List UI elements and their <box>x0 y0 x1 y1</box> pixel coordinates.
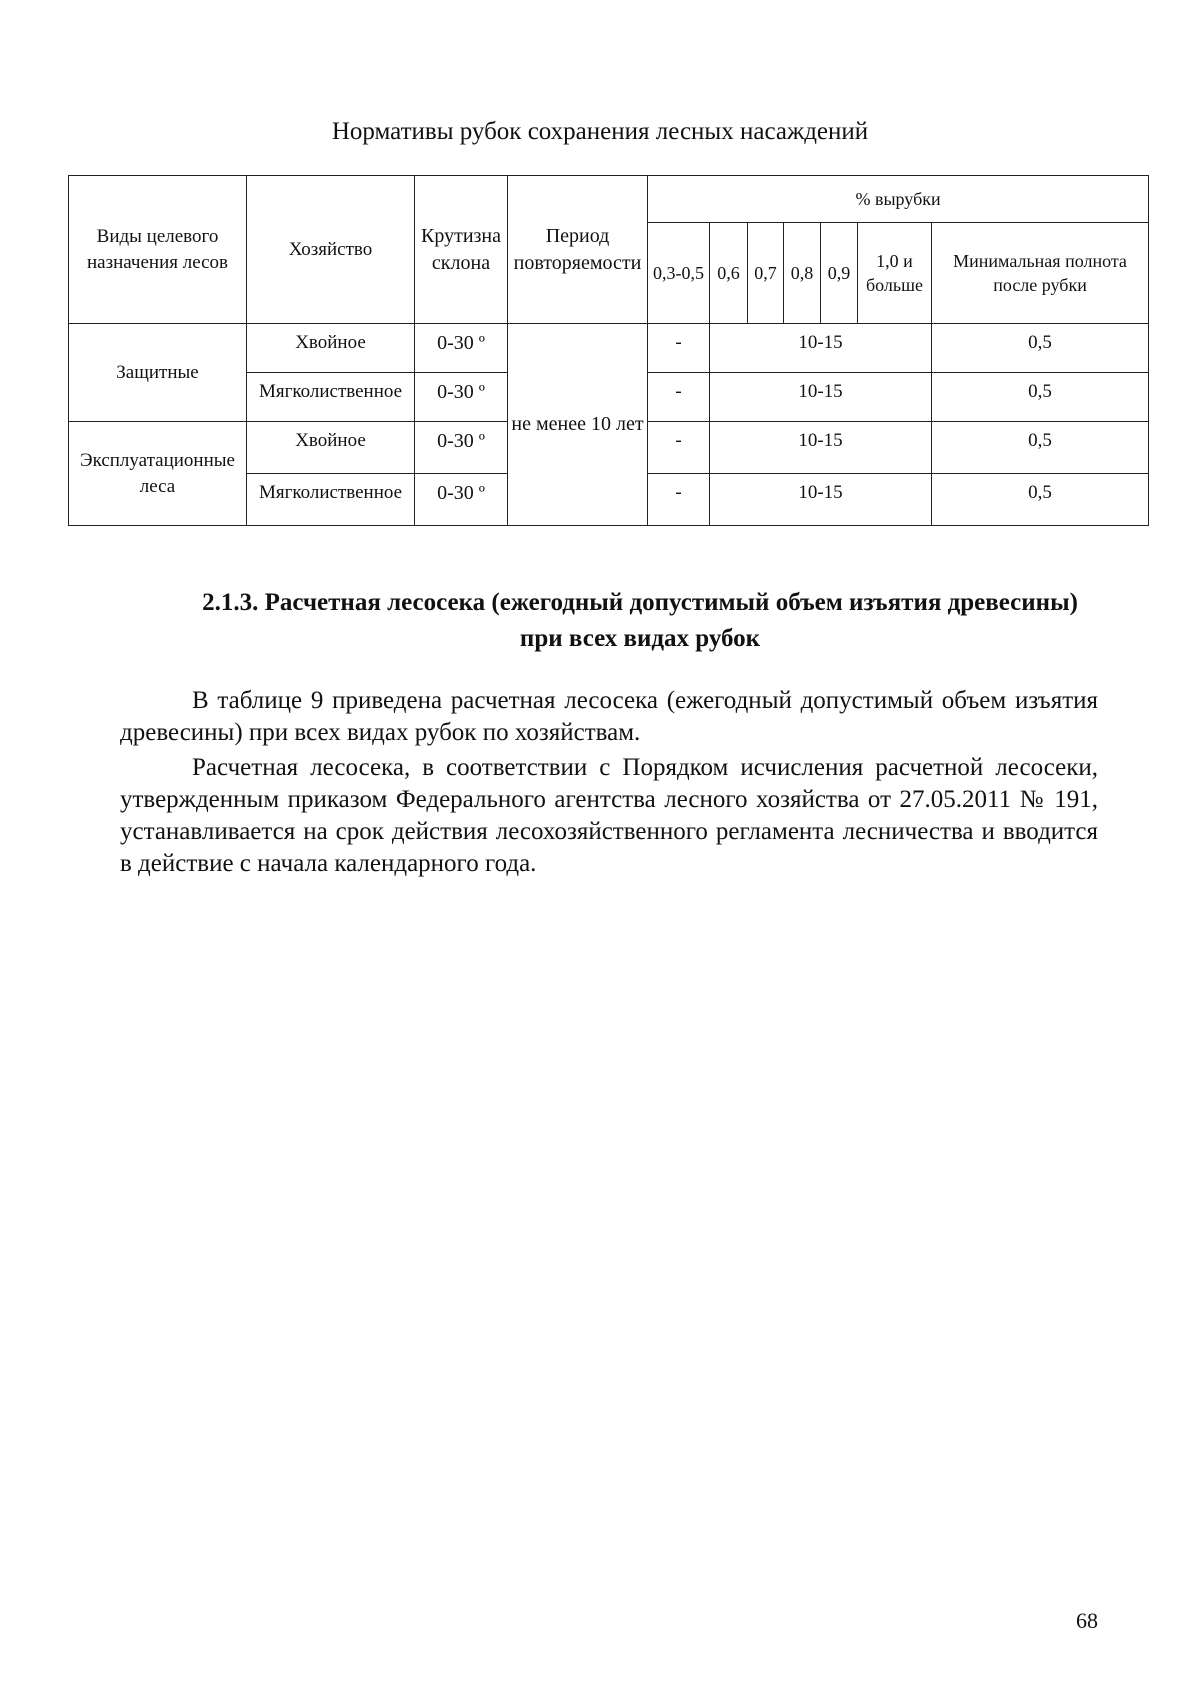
first-cell: - <box>648 324 710 373</box>
paragraph: В таблице 9 приведена расчетная лесосека (ежегодный допустимый объем изъятия древесины) при всех видах рубок по хозяйствам. <box>120 687 1098 746</box>
farm-cell: Хвойное <box>247 422 415 474</box>
range-cell: 10-15 <box>710 474 932 526</box>
norms-table <box>68 175 1149 526</box>
farm-cell: Мягколиственное <box>247 474 415 526</box>
range-cell: 10-15 <box>710 373 932 422</box>
first-cell: - <box>648 373 710 422</box>
header-cut-percent: % вырубки <box>648 176 1149 223</box>
header-density: 0,7 <box>748 223 784 324</box>
period-cell: не менее 10 лет <box>508 324 648 526</box>
first-cell: - <box>648 422 710 474</box>
page-number: 68 <box>1076 1608 1098 1633</box>
header-farm: Хозяйство <box>247 176 415 324</box>
slope-cell: 0-30 º <box>415 474 508 526</box>
header-purpose: Виды целевого назначения лесов <box>69 176 247 324</box>
first-cell: - <box>648 474 710 526</box>
range-cell: 10-15 <box>710 324 932 373</box>
farm-cell: Мягколиственное <box>247 373 415 422</box>
paragraph: Расчетная лесосека, в соответствии с Порядком исчисления расчетной лесосеки, утвержденным приказом Федерального агентства лесного хозяйства от 27.05.2011 № 191, устанавливается на срок действия лесохозяйственного регламента лесничества и вводится в действие с начала календарного года. <box>120 754 1098 877</box>
table-title: Нормативы рубок сохранения лесных насаждений <box>331 118 869 145</box>
header-density: 0,8 <box>784 223 821 324</box>
min-cell: 0,5 <box>932 373 1149 422</box>
group-name: Эксплуатационные леса <box>69 422 247 526</box>
group-name: Защитные <box>69 324 247 422</box>
header-density: 1,0 и больше <box>858 223 932 324</box>
table-row <box>69 324 1149 373</box>
min-cell: 0,5 <box>932 474 1149 526</box>
header-density: 0,6 <box>710 223 748 324</box>
header-density: 0,9 <box>821 223 858 324</box>
min-cell: 0,5 <box>932 422 1149 474</box>
header-period: Период повторяемости <box>508 176 648 324</box>
range-cell: 10-15 <box>710 422 932 474</box>
slope-cell: 0-30 º <box>415 373 508 422</box>
section-heading: 2.1.3. Расчетная лесосека (ежегодный допустимый объем изъятия древесины) при всех видах рубок <box>202 589 1078 652</box>
header-min-density: Минимальная полнота после рубки <box>932 223 1149 324</box>
slope-cell: 0-30 º <box>415 422 508 474</box>
min-cell: 0,5 <box>932 324 1149 373</box>
farm-cell: Хвойное <box>247 324 415 373</box>
slope-cell: 0-30 º <box>415 324 508 373</box>
header-density: 0,3-0,5 <box>648 223 710 324</box>
header-slope: Крутизна склона <box>415 176 508 324</box>
